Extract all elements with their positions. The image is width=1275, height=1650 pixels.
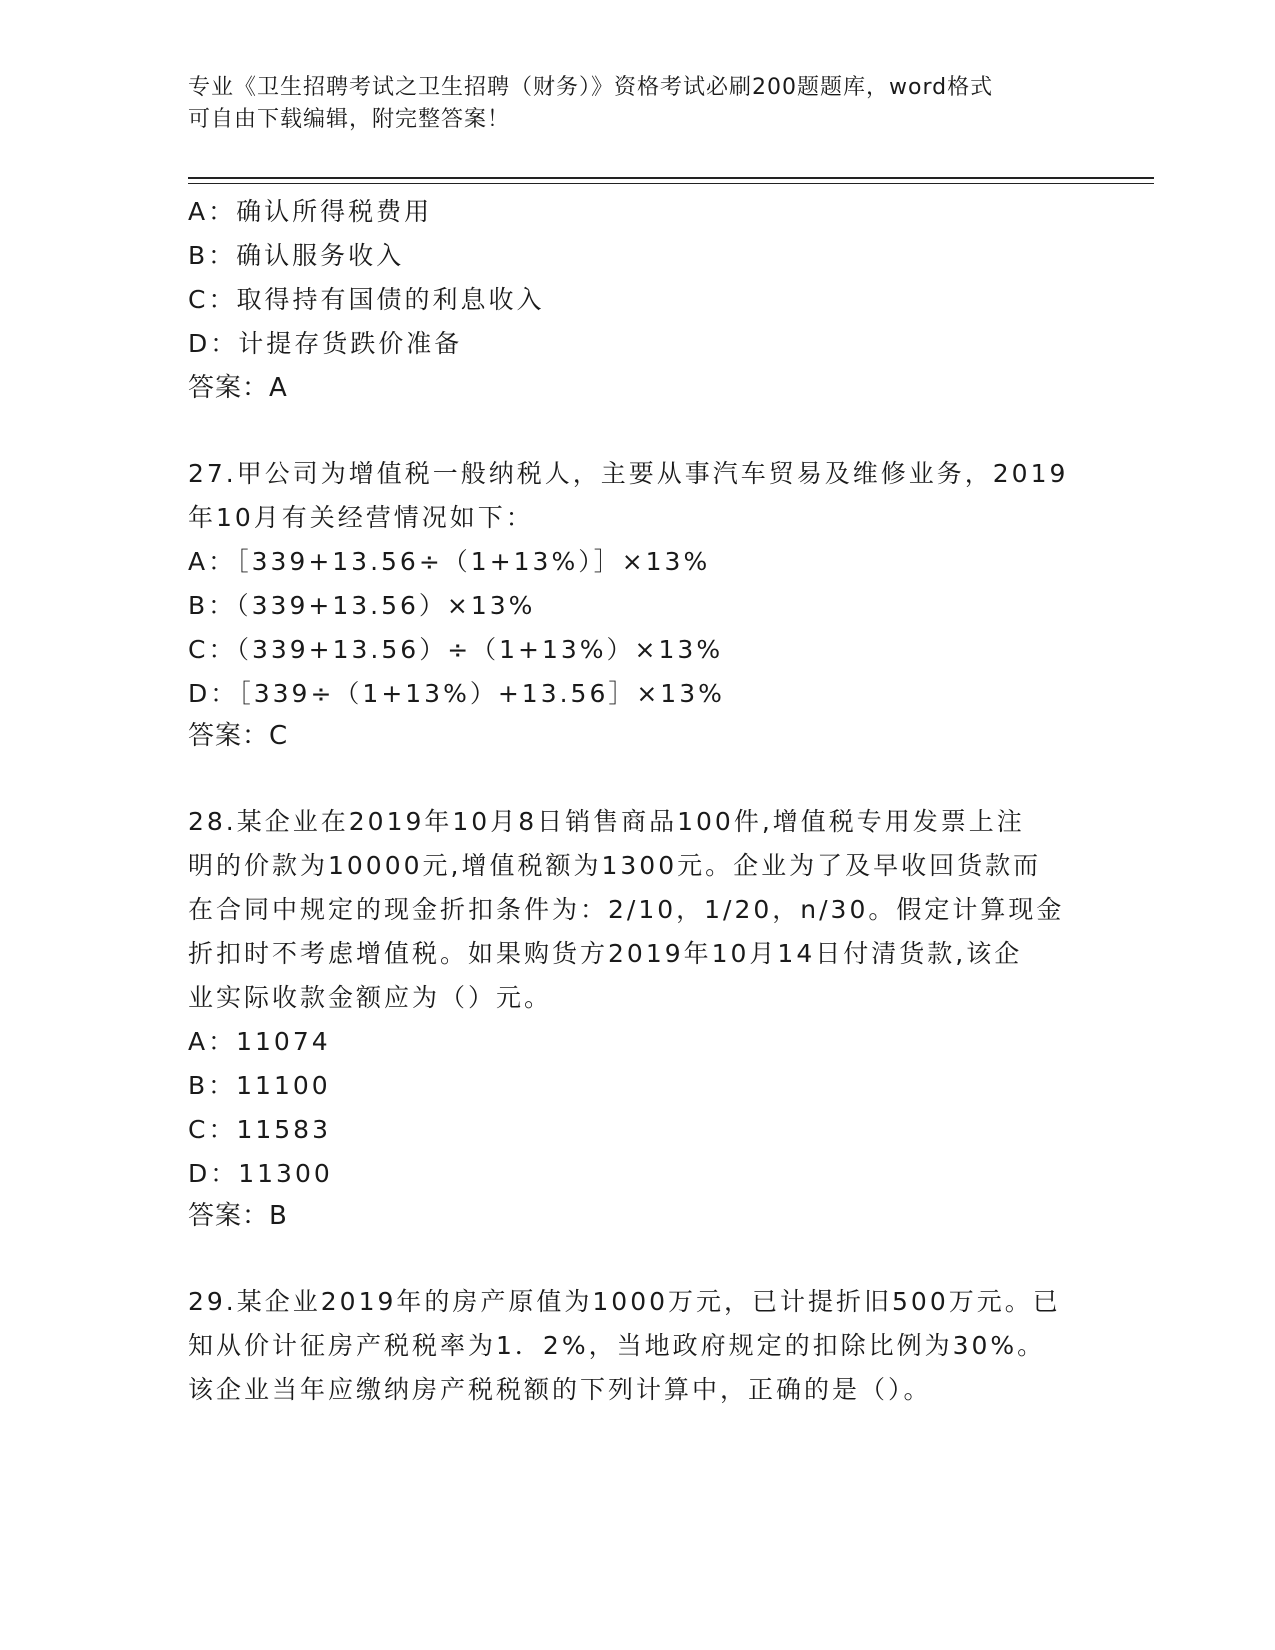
q28-option-c: C：11583 (188, 1115, 331, 1144)
q27-answer: 答案：C (188, 721, 289, 751)
document-header (188, 72, 1068, 136)
q27-option-a: A：［339+13.56÷（1+13%）］×13% (188, 547, 711, 576)
q27-text-line-2: 年10月有关经营情况如下： (188, 503, 534, 532)
q27-option-c: C：（339+13.56）÷（1+13%）×13% (188, 635, 724, 664)
q28-option-a: A：11074 (188, 1027, 331, 1056)
q26-option-c: C：取得持有国债的利息收入 (188, 285, 545, 314)
q26-answer: 答案：A (188, 373, 288, 403)
q29-text-line-2: 知从价计征房产税税率为1．2%，当地政府规定的扣除比例为30%。 (188, 1331, 1046, 1360)
q27-option-b: B：（339+13.56）×13% (188, 591, 536, 620)
q28-option-b: B：11100 (188, 1071, 331, 1100)
q27-option-d: D：［339÷（1+13%）+13.56］×13% (188, 679, 725, 708)
q26-option-b: B：确认服务收入 (188, 241, 405, 270)
q27-text-line-1: 27.甲公司为增值税一般纳税人，主要从事汽车贸易及维修业务，2019 (188, 459, 1069, 488)
q28-text-line-3: 在合同中规定的现金折扣条件为：2/10，1/20，n/30。假定计算现金 (188, 895, 1065, 924)
q28-text-line-2: 明的价款为10000元,增值税额为1300元。企业为了及早收回货款而 (188, 851, 1042, 880)
q28-text-line-4: 折扣时不考虑增值税。如果购货方2019年10月14日付清货款,该企 (188, 939, 1023, 968)
q28-text-line-5: 业实际收款金额应为（）元。 (188, 983, 553, 1012)
q29-text-line-3: 该企业当年应缴纳房产税税额的下列计算中，正确的是（）。 (188, 1375, 932, 1404)
q28-text-line-1: 28.某企业在2019年10月8日销售商品100件,增值税专用发票上注 (188, 807, 1025, 836)
q26-option-a: A：确认所得税费用 (188, 197, 433, 226)
q28-answer: 答案：B (188, 1201, 288, 1231)
header-divider-thick (188, 177, 1154, 179)
header-title-line-1: 专业《卫生招聘考试之卫生招聘（财务）》资格考试必刷200题题库，word格式 (188, 75, 994, 100)
q28-option-d: D：11300 (188, 1159, 333, 1188)
header-title-line-2: 可自由下载编辑，附完整答案！ (188, 107, 511, 132)
q26-option-d: D：计提存货跌价准备 (188, 329, 463, 358)
header-divider-thin (188, 183, 1154, 184)
q29-text-line-1: 29.某企业2019年的房产原值为1000万元，已计提折旧500万元。已 (188, 1287, 1061, 1316)
